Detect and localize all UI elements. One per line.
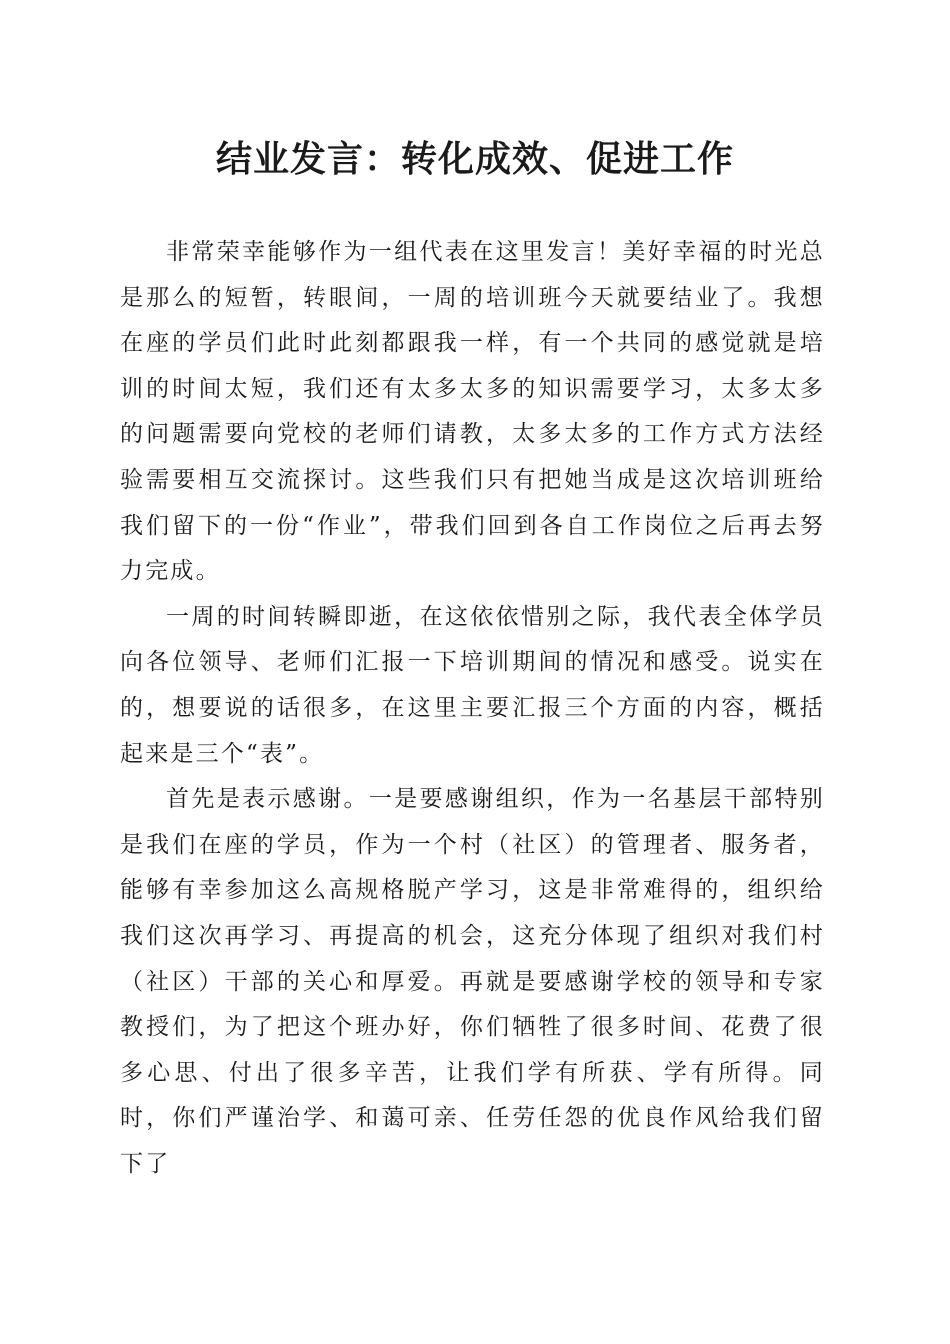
document-title: 结业发言：转化成效、促进工作	[215, 138, 734, 180]
paragraph-1: 非常荣幸能够作为一组代表在这里发言！美好幸福的时光总是那么的短暂，转眼间，一周的培训班今天就要结业了。我想在座的学员们此时此刻都跟我一样，有一个共同的感觉就是培训的时间太短，我们还有太多太多的知识需要学习，太多太多的问题需要向党校的老师们请教，太多太多的工作方式方法经验需要相互交流探讨。这些我们只有把她当成是这次培训班给我们留下的一份“作业”，带我们回到各自工作岗位之后再去努力完成。	[120, 239, 825, 585]
paragraph-2: 一周的时间转瞬即逝，在这依依惜别之际，我代表全体学员向各位领导、老师们汇报一下培训期间的情况和感受。说实在的，想要说的话很多，在这里主要汇报三个方面的内容，概括起来是三个“表”。	[120, 603, 825, 767]
document-body	[120, 230, 825, 1187]
paragraph-3: 首先是表示感谢。一是要感谢组织，作为一名基层干部特别是我们在座的学员，作为一个村（社区）的管理者、服务者，能够有幸参加这么高规格脱产学习，这是非常难得的，组织给我们这次再学习、再提高的机会，这充分体现了组织对我们村（社区）干部的关心和厚爱。再就是要感谢学校的领导和专家教授们，为了把这个班办好，你们牺牲了很多时间、花费了很多心思、付出了很多辛苦，让我们学有所获、学有所得。同时，你们严谨治学、和蔼可亲、任劳任怨的优良作风给我们留下了	[120, 786, 825, 1177]
